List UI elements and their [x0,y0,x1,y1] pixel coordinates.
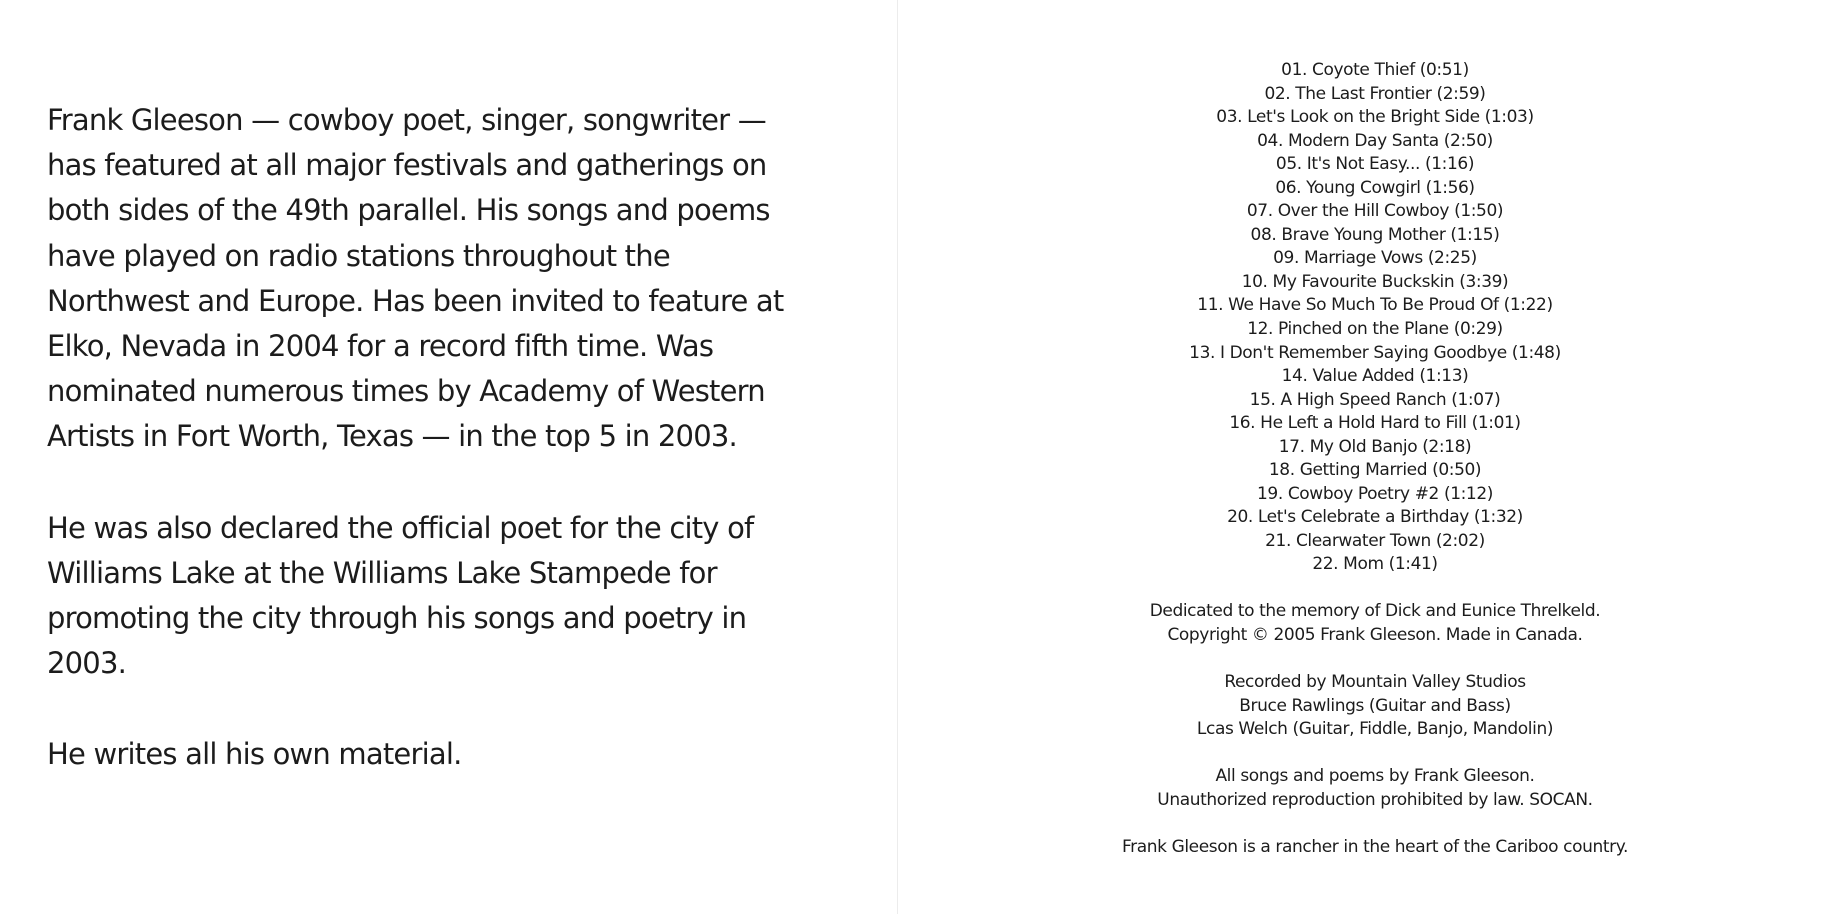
track-item: 18. Getting Married (0:50) [1268,460,1482,481]
track-item: 15. A High Speed Ranch (1:07) [1249,389,1501,410]
track-item: 02. The Last Frontier (2:59) [1264,83,1486,104]
bio-paragraph-career: Frank Gleeson — cowboy poet, singer, songwriter — has featured at all major festivals and gatherings on both sides of the 49th parallel. His songs and poems have played on radio stations throughout the Northwest and Europe. Has been invited to feature at Elko, Nevada in 2004 for a record fifth time. Was nominated numerous times by Academy of Western Artists in Fort Worth, Texas — in the top 5 in 2003. [47,103,784,454]
track-item: 11. We Have So Much To Be Proud Of (1:22) [1197,295,1553,316]
track-item: 05. It's Not Easy... (1:16) [1275,154,1475,175]
track-item: 03. Let's Look on the Bright Side (1:03) [1216,107,1534,128]
track-item: 21. Clearwater Town (2:02) [1265,530,1485,551]
dedication-block [1085,600,1665,647]
about-text: Frank Gleeson is a rancher in the heart of the Cariboo country. [1122,837,1628,857]
track-list [1085,59,1665,577]
studio-credit: Recorded by Mountain Valley Studios [1224,672,1526,692]
left-panel [0,0,897,914]
rights-notice [1085,765,1665,812]
artist-biography [47,98,792,824]
recording-credits [1085,671,1665,742]
track-item: 12. Pinched on the Plane (0:29) [1247,319,1503,340]
track-item: 22. Mom (1:41) [1312,554,1438,575]
musician-credit: Lcas Welch (Guitar, Fiddle, Banjo, Mandolin) [1196,719,1554,739]
track-item: 07. Over the Hill Cowboy (1:50) [1246,201,1504,222]
track-item: 17. My Old Banjo (2:18) [1278,436,1472,457]
about-artist [1085,836,1665,860]
musician-credit: Bruce Rawlings (Guitar and Bass) [1239,695,1511,716]
bio-paragraph-official-poet: He was also declared the official poet for the city of Williams Lake at the Williams Lake Stampede for promoting the city through his songs and poetry in 2003. [47,510,754,681]
dedication-text: Dedicated to the memory of Dick and Eunice Threlkeld. [1149,601,1601,621]
copyright-text: Copyright © 2005 Frank Gleeson. Made in Canada. [1167,624,1583,645]
track-item: 01. Coyote Thief (0:51) [1281,60,1469,80]
track-item: 04. Modern Day Santa (2:50) [1257,130,1493,151]
track-item: 14. Value Added (1:13) [1281,366,1469,387]
track-item: 09. Marriage Vows (2:25) [1273,248,1477,269]
track-item: 06. Young Cowgirl (1:56) [1275,177,1475,198]
bio-paragraph-own-material: He writes all his own material. [47,737,462,772]
track-item: 19. Cowboy Poetry #2 (1:12) [1257,483,1493,504]
reproduction-notice: Unauthorized reproduction prohibited by law. SOCAN. [1157,789,1593,810]
track-item: 16. He Left a Hold Hard to Fill (1:01) [1229,413,1521,434]
authorship-text: All songs and poems by Frank Gleeson. [1215,766,1535,786]
track-item: 10. My Favourite Buckskin (3:39) [1241,271,1509,292]
track-item: 20. Let's Celebrate a Birthday (1:32) [1227,507,1523,528]
track-item: 13. I Don't Remember Saying Goodbye (1:48) [1189,342,1561,363]
track-item: 08. Brave Young Mother (1:15) [1250,224,1500,245]
